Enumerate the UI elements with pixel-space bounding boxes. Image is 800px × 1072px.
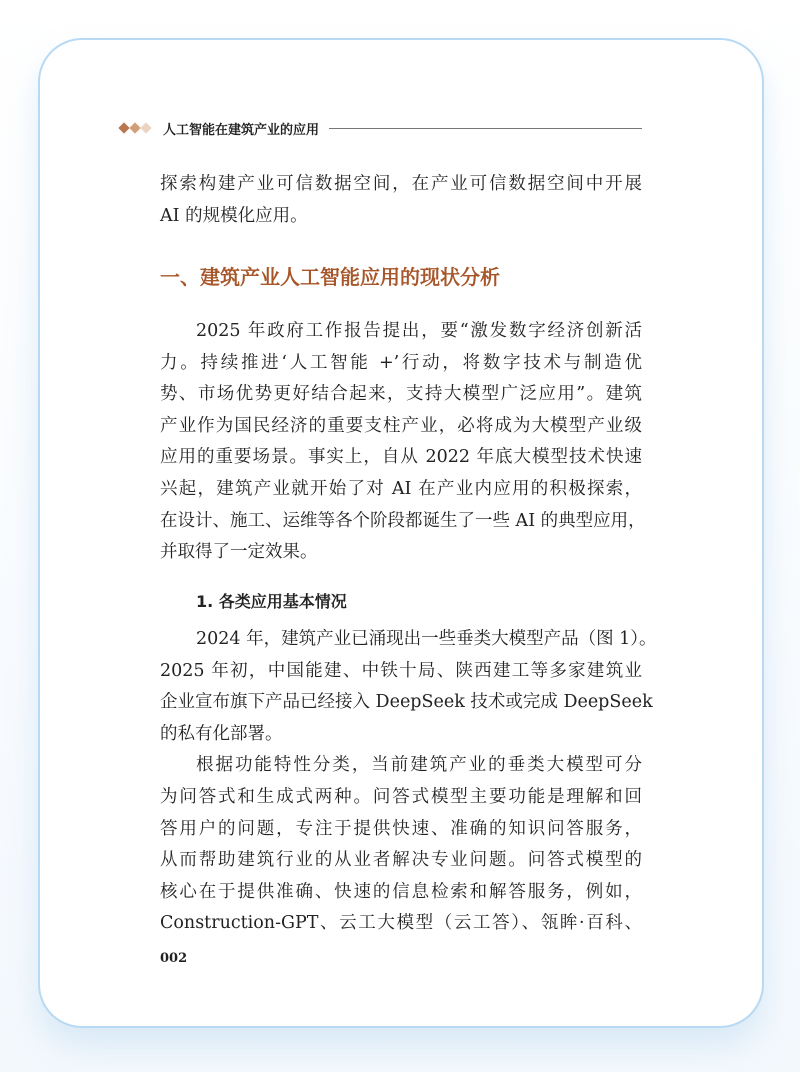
diamond-icon — [140, 122, 151, 133]
text-line: 从而帮助建筑行业的从业者解决专业问题。问答式模型的 — [160, 850, 642, 871]
text-line: 探索构建产业可信数据空间，在产业可信数据空间中开展 — [160, 174, 642, 194]
paragraph-intro — [160, 169, 642, 232]
text-line: 2024 年，建筑产业已涌现出一些垂类大模型产品（图 1）。 — [196, 629, 657, 649]
text-line: 在设计、施工、运维等各个阶段都诞生了一些 AI 的典型应用， — [160, 510, 646, 531]
text-line: AI 的规模化应用。 — [160, 205, 308, 226]
text-line: 势、市场优势更好结合起来，支持大模型广泛应用”。建筑 — [160, 384, 642, 405]
text-line: 应用的重要场景。事实上，自从 2022 年底大模型技术快速 — [160, 447, 642, 468]
text-line: 2025 年政府工作报告提出，要“激发数字经济创新活 — [196, 321, 642, 341]
header-rule — [329, 128, 642, 129]
text-line: 的私有化部署。 — [160, 723, 283, 744]
diamond-ornament-icon — [120, 124, 153, 132]
running-header-title: 人工智能在建筑产业的应用 — [163, 122, 320, 138]
text-line: 为问答式和生成式两种。问答式模型主要功能是理解和回 — [160, 786, 642, 807]
paragraph-2 — [160, 624, 657, 940]
running-header — [120, 118, 642, 138]
text-line: 产业作为国民经济的重要支柱产业，必将成为大模型产业级 — [160, 415, 642, 436]
text-line: 企业宣布旗下产品已经接入 DeepSeek 技术或完成 DeepSeek — [160, 692, 653, 713]
text-line: 答用户的问题，专注于提供快速、准确的知识问答服务， — [160, 818, 642, 839]
page-number: 002 — [160, 951, 188, 966]
text-line: 根据功能特性分类，当前建筑产业的垂类大模型可分 — [196, 755, 642, 776]
text-line: 并取得了一定效果。 — [160, 542, 318, 563]
text-line: 兴起，建筑产业就开始了对 AI 在产业内应用的积极探索， — [160, 478, 642, 499]
section-heading: 一、建筑产业人工智能应用的现状分析 — [160, 265, 500, 289]
text-line: 力。持续推进‘人工智能 +’行动，将数字技术与制造优 — [160, 352, 642, 373]
diamond-icon — [118, 122, 129, 133]
text-line: 核心在于提供准确、快速的信息检索和解答服务，例如， — [160, 881, 642, 902]
diamond-icon — [129, 122, 140, 133]
subheading: 1. 各类应用基本情况 — [196, 592, 347, 611]
paragraph-1 — [160, 316, 646, 569]
text-line: Construction-GPT、云工大模型（云工答）、瓴眸·百科、 — [160, 913, 642, 934]
text-line: 2025 年初，中国能建、中铁十局、陕西建工等多家建筑业 — [160, 660, 642, 681]
